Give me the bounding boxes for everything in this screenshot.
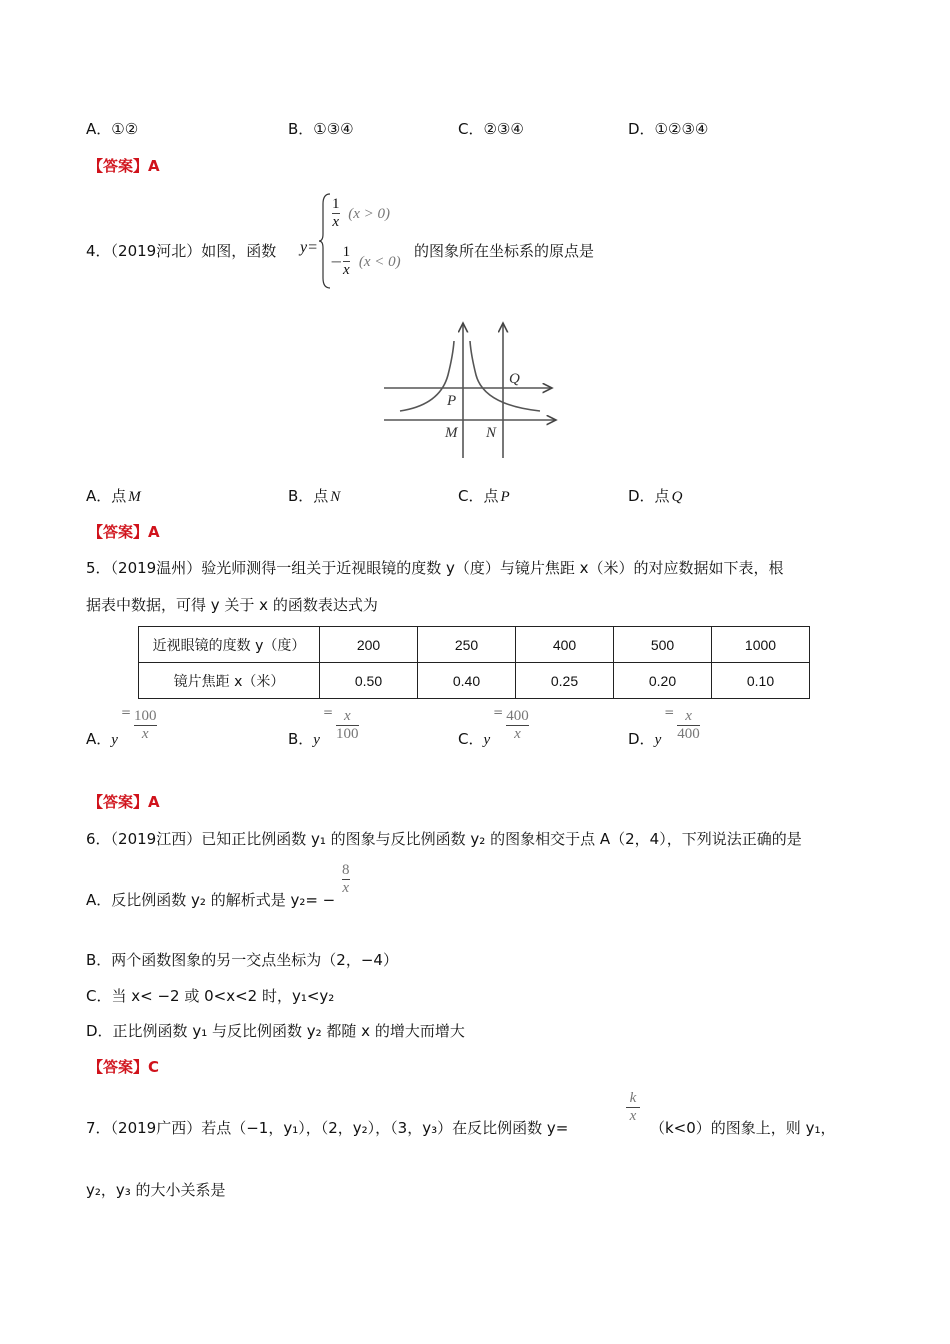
q7-stem-suffix: （k<0）的图象上，则 y₁， (650, 1119, 836, 1137)
q5-option-d: D．y= $\frac{x}{400}$ (628, 705, 700, 748)
table-row-header: 镜片焦距 x（米） (139, 663, 320, 699)
table-cell: 0.50 (320, 663, 418, 699)
q3-option-d: D．①②③④ (628, 120, 709, 138)
q6-stem: 6．（2019江西）已知正比例函数 y₁ 的图象与反比例函数 y₂ 的图象相交于点 A（2，4），下列说法正确的是 (86, 830, 802, 848)
table-row (139, 627, 810, 663)
q4-label-p: P (447, 393, 457, 409)
q6-answer: 【答案】C (88, 1058, 160, 1076)
q4-answer: 【答案】A (88, 523, 160, 541)
q5-stem-line-2: 据表中数据，可得 y 关于 x 的函数表达式为 (86, 596, 378, 614)
q4-piece-1: $\frac{1}{x}$ (x > 0) (332, 196, 391, 231)
q4-option-a: A．点 M (86, 487, 141, 505)
q3-answer: 【答案】A (88, 157, 160, 175)
q4-right-branch-curve (470, 341, 540, 411)
q7-fraction: $\frac{k}{x}$ (626, 1090, 640, 1126)
q6-option-b: B．两个函数图象的另一交点坐标为（2，−4） (86, 951, 398, 969)
q4-stem-prefix: 4．（2019河北）如图，函数 (86, 242, 277, 260)
q3-option-b: B．①③④ (288, 120, 354, 138)
table-row (139, 663, 810, 699)
q5-option-a: A．y= $\frac{100}{x}$ (86, 705, 157, 748)
q4-y-eq: y= (300, 239, 318, 256)
q4-option-d: D．点 Q (628, 487, 683, 505)
table-cell: 0.10 (712, 663, 810, 699)
q7-stem-prefix: 7．（2019广西）若点（−1，y₁），（2，y₂），（3，y₃）在反比例函数 y= (86, 1119, 569, 1137)
q6-option-a-text: A．反比例函数 y₂ 的解析式是 y₂= − (86, 891, 336, 909)
q5-stem-line-1: 5．（2019温州）验光师测得一组关于近视眼镜的度数 y（度）与镜片焦距 x（米）的对应数据如下表，根 (86, 559, 784, 577)
table-cell: 400 (516, 627, 614, 663)
q4-left-branch-curve (400, 341, 457, 411)
q4-label-m: M (445, 425, 458, 441)
table-cell: 250 (418, 627, 516, 663)
table-cell: 200 (320, 627, 418, 663)
q6-option-c: C．当 x< −2 或 0<x<2 时，y₁<y₂ (86, 987, 335, 1005)
q4-stem-suffix: 的图象所在坐标系的原点是 (414, 242, 595, 260)
q5-option-b: B．y= $\frac{x}{100}$ (288, 705, 359, 748)
q3-option-c: C．②③④ (458, 120, 524, 138)
table-cell: 0.40 (418, 663, 516, 699)
table-cell: 1000 (712, 627, 810, 663)
q5-data-table (138, 626, 810, 699)
table-cell: 0.20 (614, 663, 712, 699)
q7-stem-line-2: y₂，y₃ 的大小关系是 (86, 1181, 226, 1199)
q5-option-c: C．y= $\frac{400}{x}$ (458, 705, 529, 748)
q4-piece-2: − $\frac{1}{x}$ (x < 0) (330, 244, 401, 279)
q4-label-n: N (486, 425, 497, 441)
q6-option-d: D．正比例函数 y₁ 与反比例函数 y₂ 都随 x 的增大而增大 (86, 1022, 465, 1040)
q3-option-a: A．①② (86, 120, 139, 138)
q4-option-c: C．点 P (458, 487, 510, 505)
table-row-header: 近视眼镜的度数 y（度） (139, 627, 320, 663)
q4-label-q: Q (509, 371, 520, 387)
q4-option-b: B．点 N (288, 487, 341, 505)
q5-answer: 【答案】A (88, 793, 160, 811)
table-cell: 0.25 (516, 663, 614, 699)
q6-option-a-fraction: $\frac{8}{x}$ (342, 862, 350, 897)
q4-graph (380, 315, 570, 465)
table-cell: 500 (614, 627, 712, 663)
